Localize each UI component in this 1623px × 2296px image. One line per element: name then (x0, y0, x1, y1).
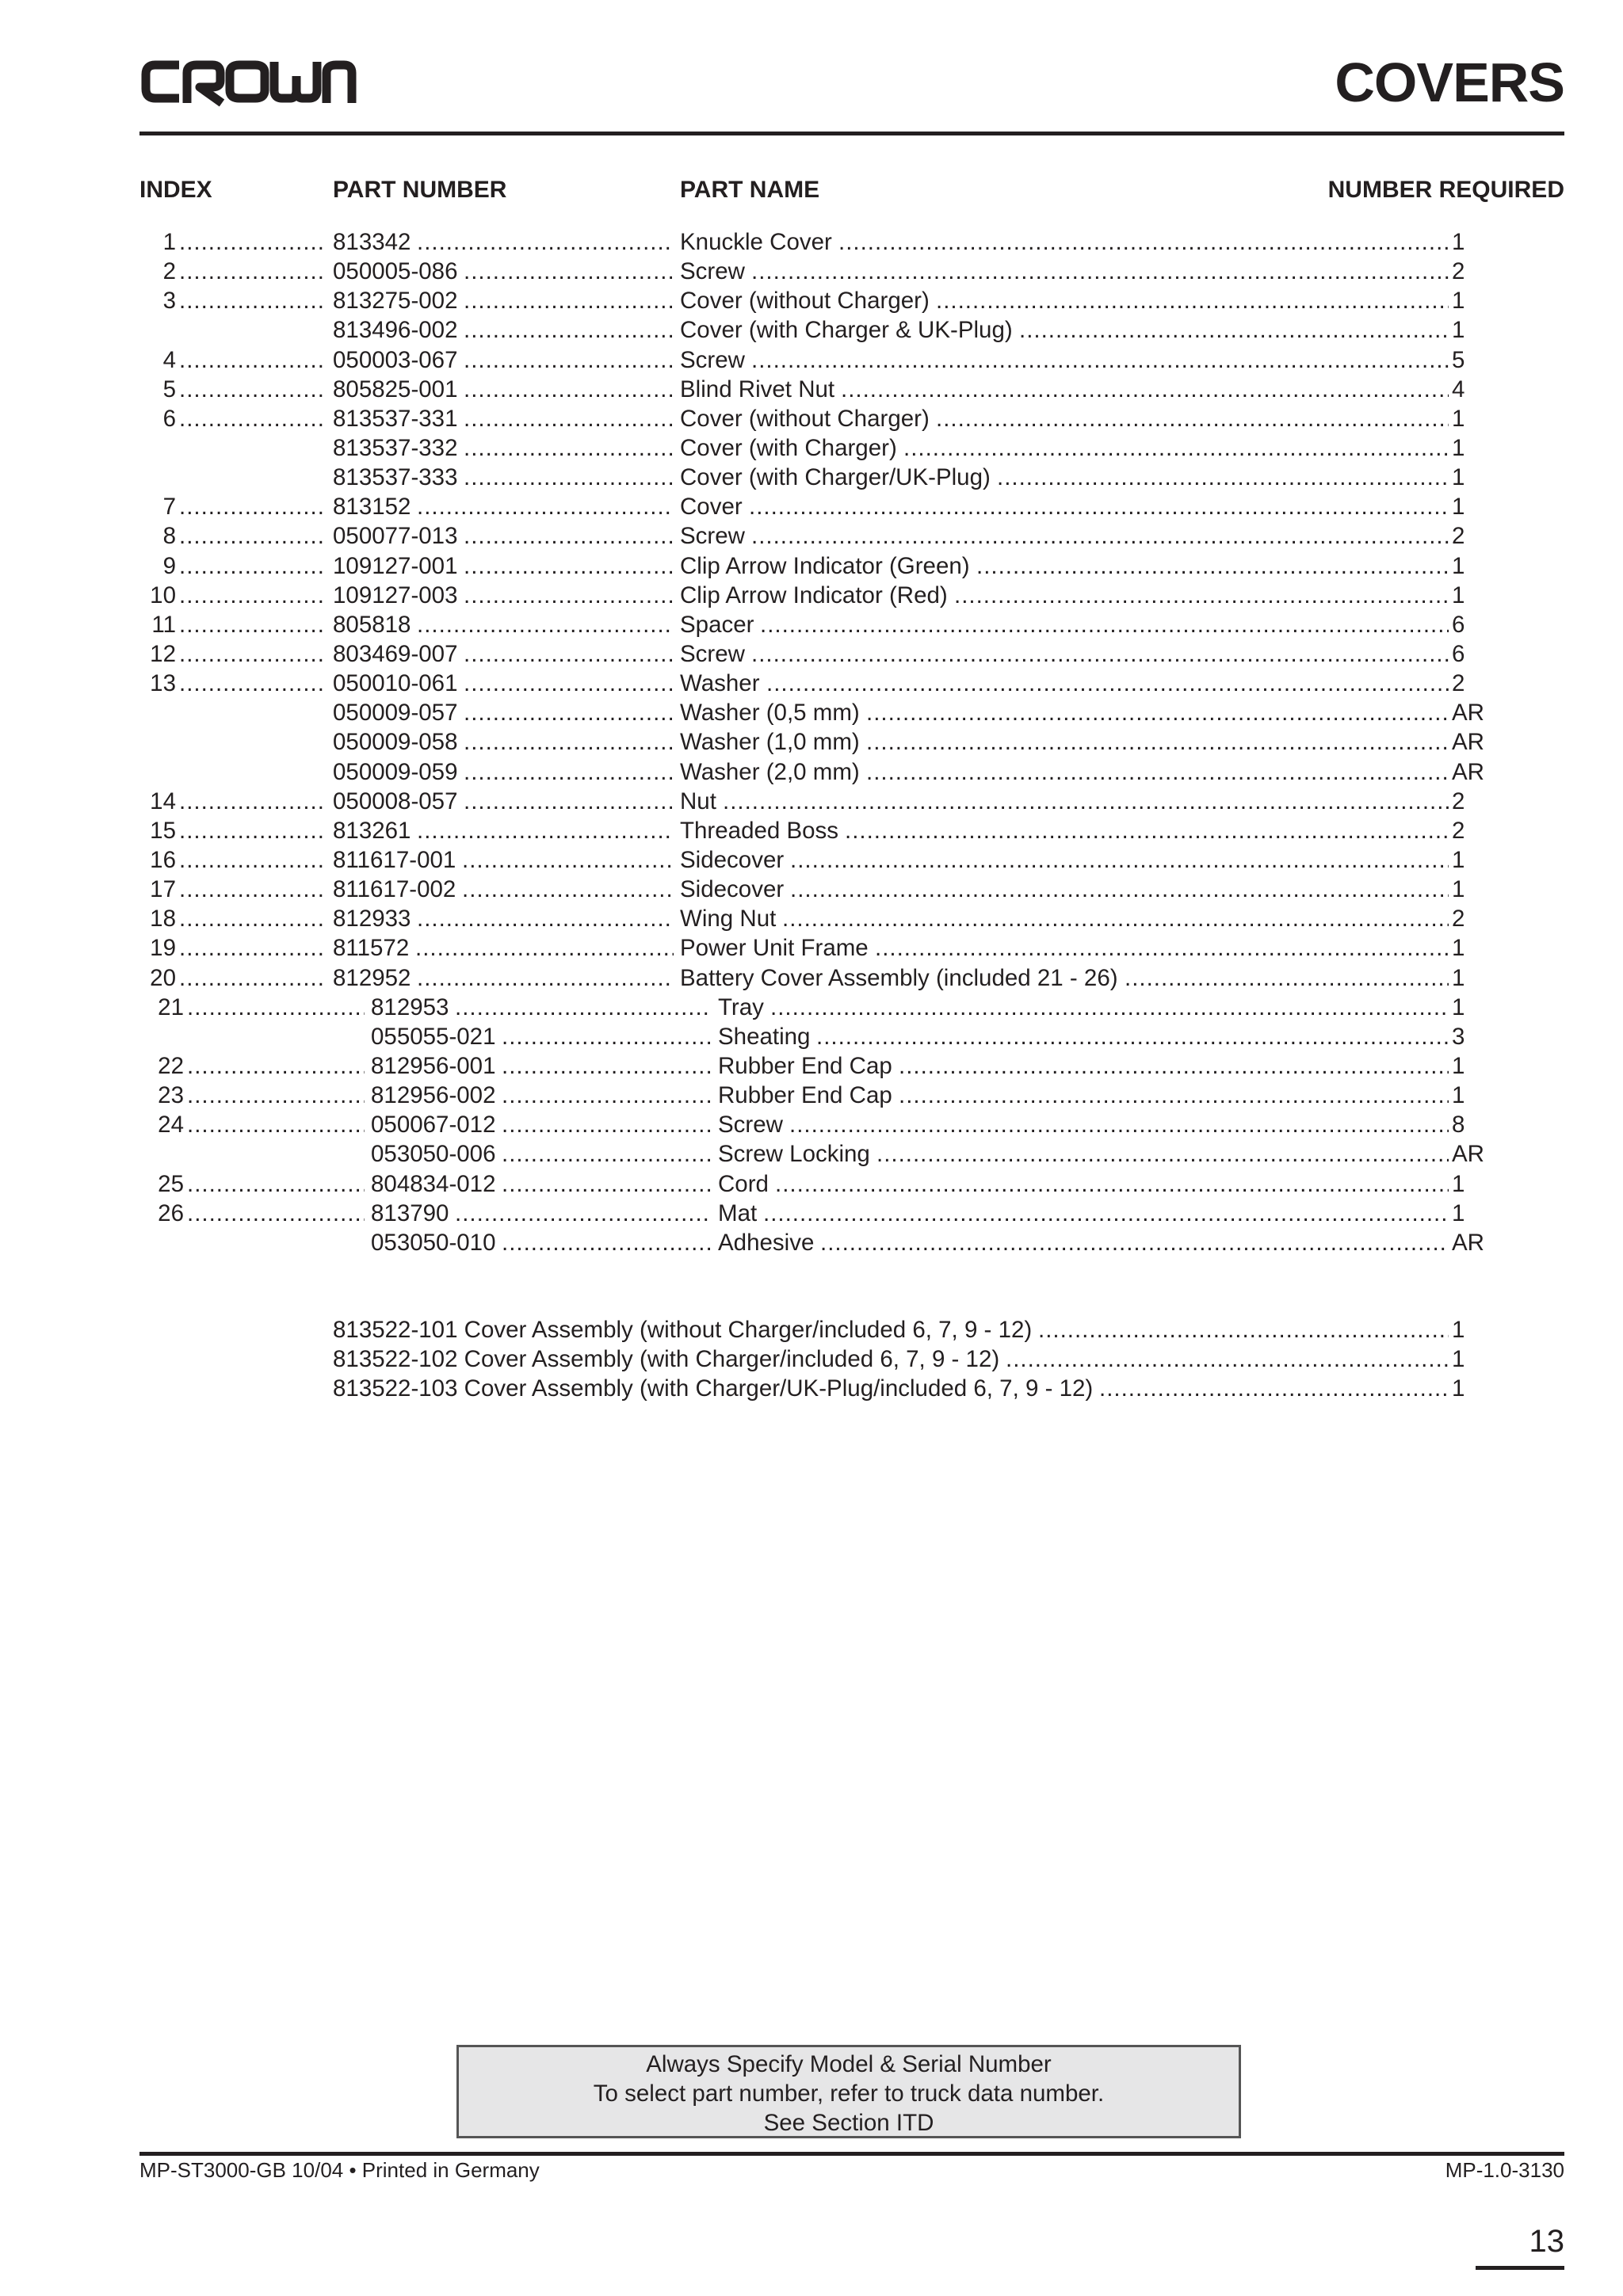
part-index: 5 (162, 376, 176, 402)
parts-row (0, 698, 1623, 727)
part-number: 053050-006 (371, 1141, 496, 1168)
part-name: Screw (718, 1112, 783, 1138)
number-required: 1 (1452, 1170, 1465, 1197)
number-required: AR (1452, 700, 1484, 727)
part-name: Wing Nut (680, 906, 777, 933)
number-required: 1 (1452, 229, 1465, 255)
number-required: 1 (1452, 288, 1465, 315)
leader-dots (790, 845, 1449, 875)
leader-dots (954, 581, 1449, 610)
leader-dots (1099, 1374, 1449, 1403)
part-name: Nut (680, 788, 716, 814)
leader-dots (875, 933, 1449, 963)
leader-dots (766, 669, 1449, 698)
part-index: 7 (162, 494, 176, 521)
part-index: 13 (150, 670, 176, 697)
leader-dots (899, 1081, 1449, 1110)
assembly-row (0, 1315, 1623, 1344)
part-number: 813537-332 (333, 434, 458, 461)
leader-dots (899, 1051, 1449, 1081)
leader-dots (464, 315, 674, 345)
part-number: 050077-013 (333, 523, 458, 550)
parts-row (0, 1169, 1623, 1199)
part-number: 812956-001 (371, 1052, 496, 1079)
number-required: 3 (1452, 1023, 1465, 1050)
leader-dots (417, 492, 674, 521)
leader-dots (749, 492, 1449, 521)
leader-dots (179, 227, 327, 257)
leader-dots (179, 787, 327, 816)
leader-dots (464, 581, 674, 610)
part-number: 811572 (333, 935, 410, 962)
parts-row (0, 669, 1623, 698)
part-number: 811617-001 (333, 846, 456, 873)
part-number: 050009-058 (333, 729, 458, 756)
number-required: AR (1452, 729, 1484, 756)
leader-dots (464, 463, 674, 492)
part-number: 053050-010 (371, 1229, 496, 1256)
parts-row (0, 345, 1623, 375)
parts-row (0, 257, 1623, 286)
leader-dots (179, 933, 327, 963)
footer-rule (139, 2152, 1564, 2156)
leader-dots (179, 286, 327, 315)
page-title: COVERS (1335, 51, 1564, 113)
part-number: 050009-059 (333, 758, 458, 785)
leader-dots (179, 581, 327, 610)
part-name: Screw (680, 640, 745, 667)
assembly-row (0, 1374, 1623, 1403)
leader-dots (464, 375, 674, 404)
part-number: 805818 (333, 611, 411, 638)
part-name: Cover (680, 494, 743, 521)
part-index: 4 (162, 346, 176, 373)
part-name: Sheating (718, 1023, 811, 1050)
number-required: 2 (1452, 523, 1465, 550)
leader-dots (179, 904, 327, 933)
part-name: Screw Locking (718, 1141, 870, 1168)
leader-dots (751, 345, 1449, 375)
leader-dots (841, 375, 1449, 404)
part-number: 813152 (333, 494, 411, 521)
leader-dots (417, 904, 674, 933)
part-number: 050067-012 (371, 1112, 496, 1138)
part-index: 12 (150, 640, 176, 667)
part-number: 813537-331 (333, 405, 458, 432)
footer-document-id: MP-ST3000-GB 10/04 • Printed in Germany (139, 2158, 540, 2182)
part-index: 9 (162, 552, 176, 579)
part-name: Cord (718, 1170, 769, 1197)
parts-row (0, 581, 1623, 610)
leader-dots (417, 227, 674, 257)
leader-dots (1125, 963, 1449, 993)
leader-dots (782, 904, 1449, 933)
number-required: 1 (1452, 405, 1465, 432)
part-index: 24 (158, 1112, 184, 1138)
part-name: Battery Cover Assembly (included 21 - 26) (680, 964, 1118, 991)
part-number: 811617-002 (333, 876, 456, 903)
leader-dots (976, 551, 1449, 581)
part-name: Washer (1,0 mm) (680, 729, 860, 756)
part-name: Threaded Boss (680, 817, 839, 844)
part-number: 813790 (371, 1199, 449, 1226)
leader-dots (816, 1022, 1449, 1051)
page-number-rule (1476, 2266, 1564, 2270)
number-required: 1 (1452, 1199, 1465, 1226)
part-index: 8 (162, 523, 176, 550)
parts-row (0, 551, 1623, 581)
parts-row (0, 1139, 1623, 1169)
leader-dots (464, 787, 674, 816)
part-number: 813342 (333, 229, 411, 255)
part-name: Adhesive (718, 1229, 815, 1256)
part-number: 050005-086 (333, 258, 458, 285)
leader-dots (464, 257, 674, 286)
column-header-part-number: PART NUMBER (333, 177, 507, 203)
leader-dots (845, 816, 1449, 845)
part-number: 813275-002 (333, 288, 458, 315)
parts-row (0, 816, 1623, 845)
leader-dots (179, 404, 327, 433)
part-name: Cover (without Charger) (680, 405, 930, 432)
leader-dots (763, 1199, 1449, 1228)
number-required: 2 (1452, 258, 1465, 285)
leader-dots (866, 757, 1449, 787)
leader-dots (187, 1051, 365, 1081)
parts-row (0, 727, 1623, 757)
part-index: 10 (150, 582, 176, 608)
number-required: 1 (1452, 1317, 1465, 1343)
number-required: 1 (1452, 846, 1465, 873)
leader-dots (723, 787, 1449, 816)
number-required: 6 (1452, 640, 1465, 667)
part-name: Washer (0,5 mm) (680, 700, 860, 727)
part-name: Washer (680, 670, 760, 697)
number-required: 6 (1452, 611, 1465, 638)
leader-dots (179, 963, 327, 993)
part-index: 2 (162, 258, 176, 285)
parts-row (0, 227, 1623, 257)
leader-dots (820, 1228, 1449, 1257)
number-required: 5 (1452, 346, 1465, 373)
leader-dots (502, 1169, 712, 1199)
leader-dots (179, 492, 327, 521)
part-number: 050008-057 (333, 788, 458, 814)
leader-dots (187, 1169, 365, 1199)
parts-row (0, 639, 1623, 669)
leader-dots (775, 1169, 1449, 1199)
part-name: Tray (718, 994, 764, 1020)
part-name: Clip Arrow Indicator (Green) (680, 552, 970, 579)
leader-dots (455, 1199, 712, 1228)
leader-dots (187, 1110, 365, 1139)
part-name: Cover (with Charger/UK-Plug) (680, 464, 991, 491)
parts-row (0, 404, 1623, 433)
part-name: Cover (with Charger) (680, 434, 897, 461)
leader-dots (838, 227, 1449, 257)
part-index: 17 (150, 876, 176, 903)
leader-dots (751, 257, 1449, 286)
leader-dots (179, 610, 327, 639)
parts-row (0, 757, 1623, 787)
number-required: 4 (1452, 376, 1465, 402)
leader-dots (1038, 1315, 1449, 1344)
parts-row (0, 610, 1623, 639)
parts-row (0, 315, 1623, 345)
leader-dots (464, 286, 674, 315)
note-line-2: To select part number, refer to truck data number. (593, 2081, 1105, 2107)
leader-dots (417, 816, 674, 845)
part-number: 055055-021 (371, 1023, 496, 1050)
part-name: Clip Arrow Indicator (Red) (680, 582, 948, 608)
number-required: 2 (1452, 670, 1465, 697)
part-number: 813261 (333, 817, 411, 844)
number-required: 1 (1452, 1052, 1465, 1079)
part-name: Rubber End Cap (718, 1052, 892, 1079)
leader-dots (936, 286, 1449, 315)
leader-dots (464, 757, 674, 787)
assembly-description: 813522-101 Cover Assembly (without Charger/included 6, 7, 9 - 12) (333, 1317, 1033, 1343)
number-required: 1 (1452, 317, 1465, 344)
parts-row (0, 1228, 1623, 1257)
leader-dots (464, 521, 674, 551)
part-number: 050010-061 (333, 670, 458, 697)
part-index: 6 (162, 405, 176, 432)
column-header-index: INDEX (139, 177, 212, 203)
leader-dots (464, 551, 674, 581)
leader-dots (502, 1051, 712, 1081)
parts-row (0, 521, 1623, 551)
part-name: Mat (718, 1199, 758, 1226)
number-required: 1 (1452, 1375, 1465, 1402)
leader-dots (1006, 1344, 1449, 1374)
parts-row (0, 845, 1623, 875)
crown-logo (139, 55, 358, 108)
part-index: 18 (150, 906, 176, 933)
leader-dots (502, 1139, 712, 1169)
parts-row (0, 1022, 1623, 1051)
leader-dots (455, 993, 712, 1022)
part-number: 109127-003 (333, 582, 458, 608)
number-required: AR (1452, 758, 1484, 785)
leader-dots (464, 639, 674, 669)
part-index: 3 (162, 288, 176, 315)
part-number: 050009-057 (333, 700, 458, 727)
part-index: 16 (150, 846, 176, 873)
part-number: 804834-012 (371, 1170, 496, 1197)
part-index: 15 (150, 817, 176, 844)
leader-dots (936, 404, 1449, 433)
leader-dots (462, 845, 674, 875)
leader-dots (903, 433, 1449, 463)
part-name: Knuckle Cover (680, 229, 832, 255)
number-required: AR (1452, 1141, 1484, 1168)
part-number: 803469-007 (333, 640, 458, 667)
part-number: 812953 (371, 994, 449, 1020)
part-number: 813496-002 (333, 317, 458, 344)
number-required: 1 (1452, 464, 1465, 491)
parts-row (0, 963, 1623, 993)
part-name: Screw (680, 346, 745, 373)
column-header-part-name: PART NAME (680, 177, 820, 203)
leader-dots (187, 1081, 365, 1110)
number-required: 2 (1452, 817, 1465, 844)
parts-row (0, 492, 1623, 521)
parts-row (0, 787, 1623, 816)
parts-row (0, 1110, 1623, 1139)
leader-dots (417, 610, 674, 639)
leader-dots (464, 433, 674, 463)
part-number: 813537-333 (333, 464, 458, 491)
leader-dots (179, 875, 327, 904)
leader-dots (866, 727, 1449, 757)
part-number: 812933 (333, 906, 411, 933)
assembly-row (0, 1344, 1623, 1374)
leader-dots (179, 816, 327, 845)
number-required: 1 (1452, 1346, 1465, 1373)
leader-dots (751, 639, 1449, 669)
leader-dots (997, 463, 1449, 492)
leader-dots (876, 1139, 1449, 1169)
leader-dots (464, 345, 674, 375)
parts-row (0, 875, 1623, 904)
column-header-number-required: NUMBER REQUIRED (1327, 177, 1564, 203)
part-index: 25 (158, 1170, 184, 1197)
leader-dots (790, 875, 1449, 904)
number-required: 2 (1452, 788, 1465, 814)
leader-dots (464, 404, 674, 433)
number-required: 1 (1452, 994, 1465, 1020)
leader-dots (866, 698, 1449, 727)
part-number: 050003-067 (333, 346, 458, 373)
part-number: 805825-001 (333, 376, 458, 402)
parts-row (0, 286, 1623, 315)
part-name: Blind Rivet Nut (680, 376, 835, 402)
leader-dots (789, 1110, 1449, 1139)
leader-dots (1019, 315, 1449, 345)
leader-dots (751, 521, 1449, 551)
parts-row (0, 904, 1623, 933)
leader-dots (179, 375, 327, 404)
assembly-description: 813522-103 Cover Assembly (with Charger/UK-Plug/included 6, 7, 9 - 12) (333, 1375, 1094, 1402)
leader-dots (187, 1199, 365, 1228)
leader-dots (502, 1022, 712, 1051)
part-name: Washer (2,0 mm) (680, 758, 860, 785)
part-index: 1 (162, 229, 176, 255)
leader-dots (502, 1110, 712, 1139)
leader-dots (179, 639, 327, 669)
part-name: Sidecover (680, 876, 785, 903)
page-number: 13 (1529, 2224, 1564, 2259)
part-number: 109127-001 (333, 552, 458, 579)
part-name: Spacer (680, 611, 754, 638)
parts-row (0, 1051, 1623, 1081)
part-index: 14 (150, 788, 176, 814)
parts-row (0, 375, 1623, 404)
part-index: 26 (158, 1199, 184, 1226)
parts-row (0, 1081, 1623, 1110)
part-number: 812952 (333, 964, 411, 991)
part-index: 20 (150, 964, 176, 991)
header-rule (139, 132, 1564, 135)
number-required: 1 (1452, 434, 1465, 461)
leader-dots (770, 993, 1449, 1022)
assembly-description: 813522-102 Cover Assembly (with Charger/included 6, 7, 9 - 12) (333, 1346, 1000, 1373)
part-index: 11 (151, 611, 176, 638)
number-required: 1 (1452, 876, 1465, 903)
number-required: 8 (1452, 1112, 1465, 1138)
number-required: 1 (1452, 1082, 1465, 1109)
assembly-list (0, 1315, 1623, 1403)
parts-row (0, 933, 1623, 963)
part-index: 22 (158, 1052, 184, 1079)
note-line-3: See Section ITD (763, 2110, 934, 2136)
parts-list (0, 227, 1623, 1257)
note-line-1: Always Specify Model & Serial Number (646, 2051, 1052, 2077)
leader-dots (464, 698, 674, 727)
part-name: Rubber End Cap (718, 1082, 892, 1109)
part-index: 21 (158, 994, 184, 1020)
leader-dots (464, 669, 674, 698)
part-name: Sidecover (680, 846, 785, 873)
number-required: 1 (1452, 494, 1465, 521)
serial-number-note (456, 2045, 1241, 2138)
part-name: Screw (680, 523, 745, 550)
parts-row (0, 463, 1623, 492)
leader-dots (760, 610, 1449, 639)
part-number: 812956-002 (371, 1082, 496, 1109)
number-required: 1 (1452, 964, 1465, 991)
number-required: 1 (1452, 582, 1465, 608)
part-name: Power Unit Frame (680, 935, 869, 962)
number-required: 1 (1452, 552, 1465, 579)
leader-dots (179, 551, 327, 581)
parts-row (0, 993, 1623, 1022)
leader-dots (462, 875, 674, 904)
leader-dots (179, 345, 327, 375)
part-name: Screw (680, 258, 745, 285)
part-name: Cover (without Charger) (680, 288, 930, 315)
leader-dots (179, 257, 327, 286)
leader-dots (417, 963, 674, 993)
leader-dots (415, 933, 674, 963)
part-index: 23 (158, 1082, 184, 1109)
footer-manual-number: MP-1.0-3130 (1445, 2158, 1564, 2182)
leader-dots (502, 1228, 712, 1257)
number-required: 1 (1452, 935, 1465, 962)
leader-dots (179, 845, 327, 875)
leader-dots (464, 727, 674, 757)
parts-row (0, 1199, 1623, 1228)
leader-dots (502, 1081, 712, 1110)
parts-row (0, 433, 1623, 463)
part-name: Cover (with Charger & UK-Plug) (680, 317, 1013, 344)
part-index: 19 (150, 935, 176, 962)
leader-dots (179, 521, 327, 551)
number-required: AR (1452, 1229, 1484, 1256)
leader-dots (179, 669, 327, 698)
leader-dots (187, 993, 365, 1022)
number-required: 2 (1452, 906, 1465, 933)
